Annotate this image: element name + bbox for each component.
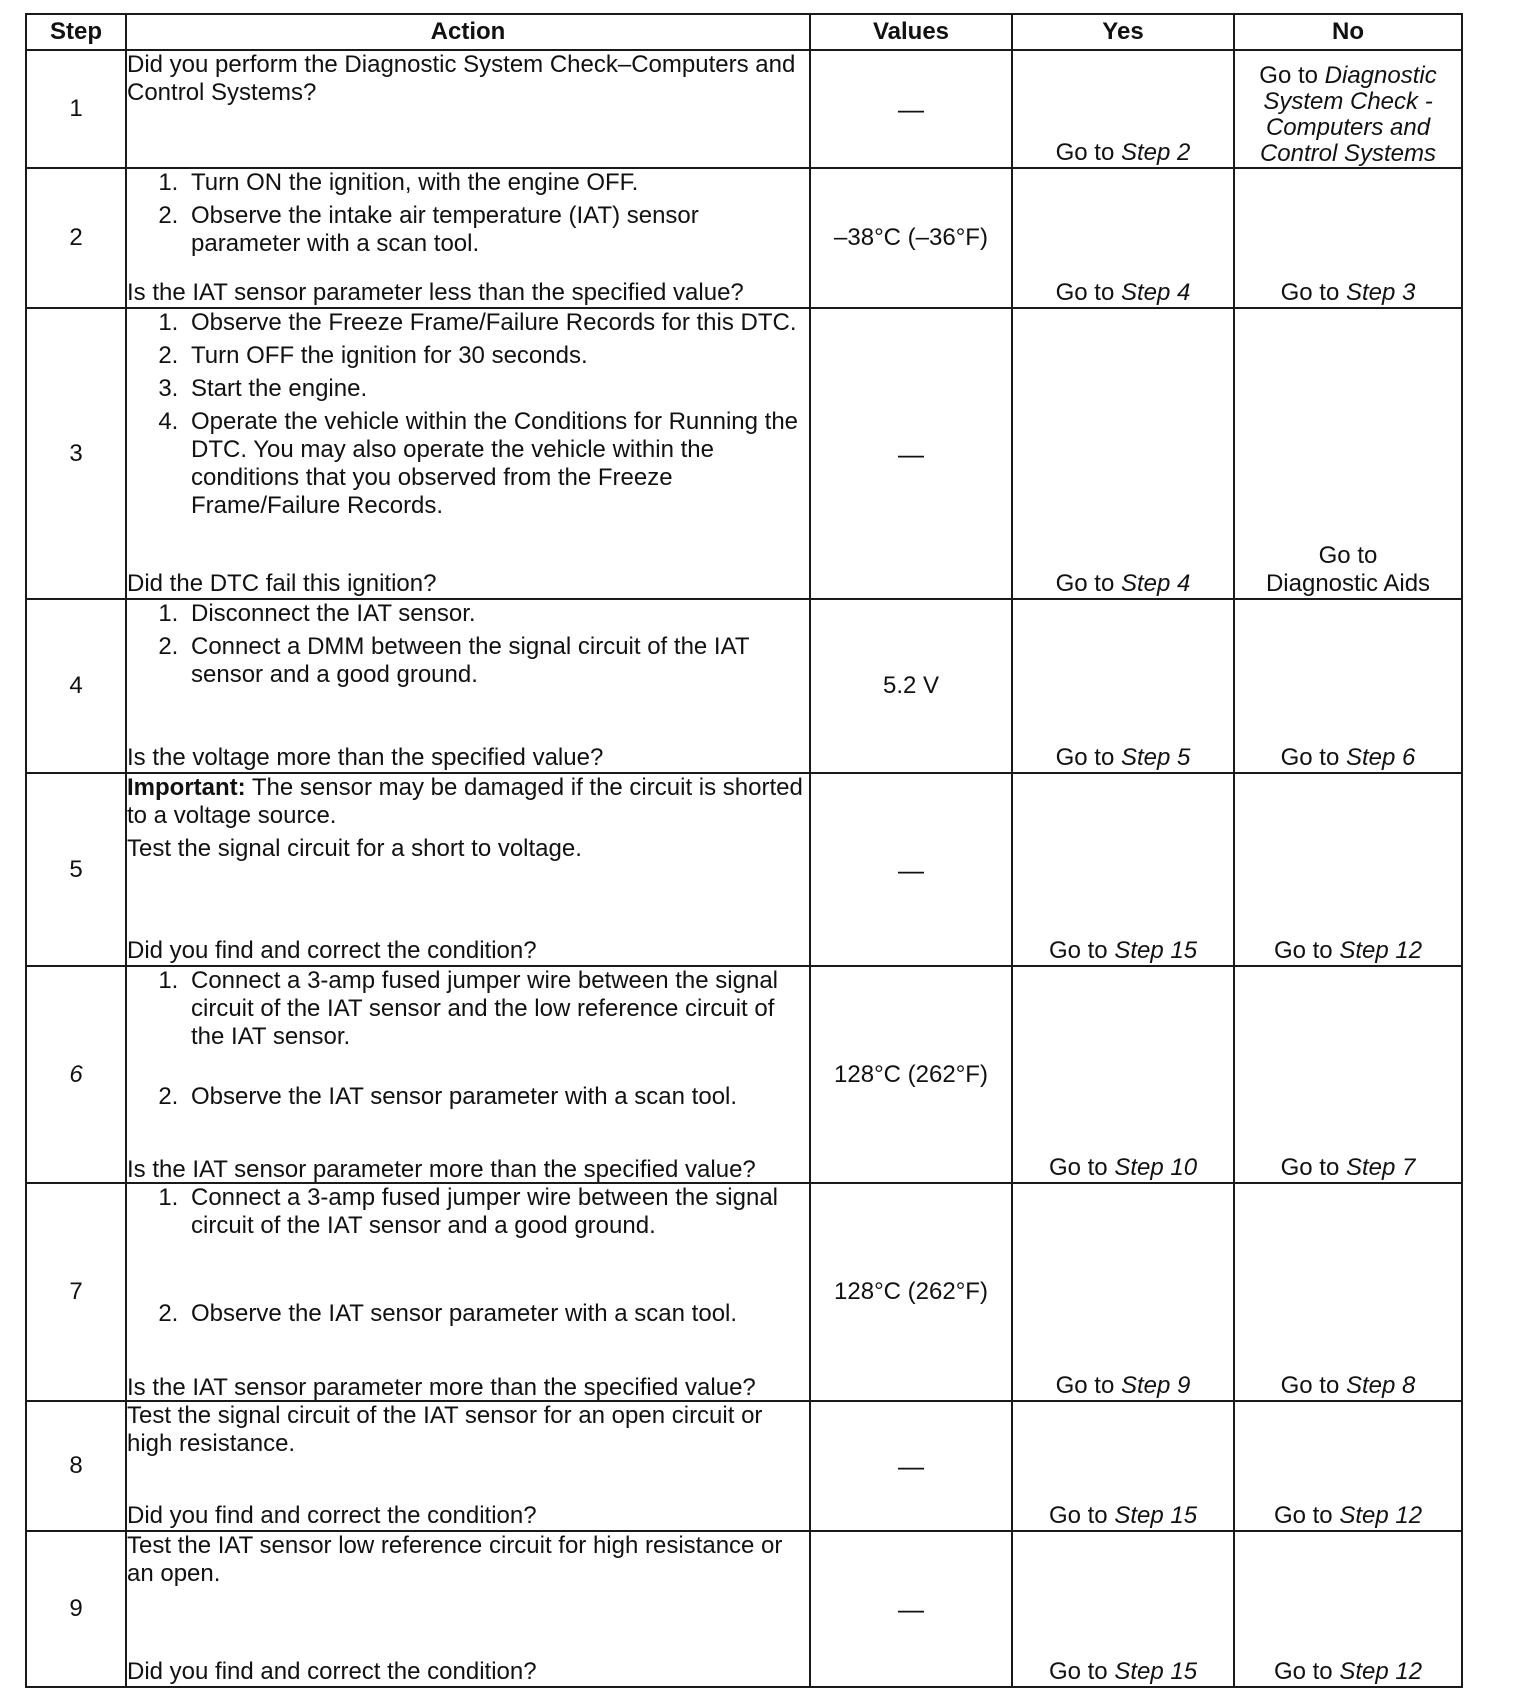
header-row xyxy=(26,14,1462,50)
yes-cell xyxy=(1012,773,1234,966)
step-number: 5 xyxy=(26,773,126,966)
header-yes: Yes xyxy=(1012,14,1234,50)
action-item: 3. Start the engine. xyxy=(185,375,809,403)
yes-cell xyxy=(1012,168,1234,308)
action-question: Did you find and correct the condition? xyxy=(127,1658,537,1685)
no-cell xyxy=(1234,308,1462,599)
no-link-diagnostic-aids[interactable]: Diagnostic Aids xyxy=(1265,570,1431,597)
step-number: 7 xyxy=(26,1183,126,1401)
header-action: Action xyxy=(126,14,810,50)
header-values: Values xyxy=(810,14,1012,50)
table-row xyxy=(26,168,1462,308)
action-cell xyxy=(126,773,810,966)
action-cell xyxy=(126,599,810,773)
action-cell xyxy=(126,168,810,308)
yes-cell xyxy=(1012,1183,1234,1401)
step-number: 4 xyxy=(26,599,126,773)
go-to-text: Go to xyxy=(1280,1154,1340,1181)
no-step-link[interactable]: Step 12 xyxy=(1339,937,1423,964)
action-item: 2. Turn OFF the ignition for 30 seconds. xyxy=(185,342,809,370)
yes-step-link[interactable]: Step 4 xyxy=(1120,279,1191,306)
yes-step-link[interactable]: Step 15 xyxy=(1114,937,1198,964)
go-to-text: Go to xyxy=(1259,62,1318,89)
table-row xyxy=(26,599,1462,773)
go-to-text: Go to xyxy=(1048,937,1108,964)
no-cell xyxy=(1234,1401,1462,1531)
action-item: 2. Observe the IAT sensor parameter with a scan tool. xyxy=(185,1083,809,1111)
yes-step-link[interactable]: Step 4 xyxy=(1120,570,1191,597)
no-link-line[interactable]: Computers and xyxy=(1265,114,1431,141)
action-text: Test the IAT sensor low reference circuit for high resistance or an open. xyxy=(127,1532,783,1587)
no-link-line[interactable]: Control Systems xyxy=(1259,140,1437,167)
action-question: Did you find and correct the condition? xyxy=(127,1502,537,1529)
go-to-text: Go to xyxy=(1055,139,1115,166)
value-cell: 128°C (262°F) xyxy=(810,1183,1012,1401)
yes-cell xyxy=(1012,1401,1234,1531)
yes-cell xyxy=(1012,50,1234,168)
table-row xyxy=(26,966,1462,1183)
action-question: Is the IAT sensor parameter more than the specified value? xyxy=(127,1156,756,1183)
no-step-link[interactable]: Step 3 xyxy=(1345,279,1416,306)
action-cell xyxy=(126,1183,810,1401)
no-step-link[interactable]: Step 6 xyxy=(1345,744,1416,771)
go-to-text: Go to xyxy=(1318,542,1378,569)
action-question: Is the voltage more than the specified value? xyxy=(127,744,604,771)
yes-cell xyxy=(1012,599,1234,773)
header-no: No xyxy=(1234,14,1462,50)
table-row xyxy=(26,773,1462,966)
no-step-link[interactable]: Step 12 xyxy=(1339,1658,1423,1685)
value-cell: 5.2 V xyxy=(810,599,1012,773)
step-number: 1 xyxy=(26,50,126,168)
action-question: Is the IAT sensor parameter more than the specified value? xyxy=(127,1374,756,1401)
yes-step-link[interactable]: Step 9 xyxy=(1120,1372,1191,1399)
go-to-text: Go to xyxy=(1280,744,1340,771)
action-cell xyxy=(126,966,810,1183)
action-cell xyxy=(126,50,810,168)
go-to-text: Go to xyxy=(1055,279,1115,306)
action-text: Test the signal circuit for a short to voltage. xyxy=(127,835,582,862)
diagnostic-table xyxy=(25,13,1463,1688)
step-number: 2 xyxy=(26,168,126,308)
action-cell xyxy=(126,1531,810,1687)
table-row xyxy=(26,50,1462,168)
yes-cell xyxy=(1012,1531,1234,1687)
action-question: Is the IAT sensor parameter less than the specified value? xyxy=(127,279,744,306)
go-to-text: Go to xyxy=(1055,570,1115,597)
step-number: 8 xyxy=(26,1401,126,1531)
yes-cell xyxy=(1012,966,1234,1183)
no-cell xyxy=(1234,168,1462,308)
action-cell xyxy=(126,1401,810,1531)
value-cell: — xyxy=(810,308,1012,599)
no-link-line[interactable]: System Check - xyxy=(1263,88,1433,115)
yes-step-link[interactable]: Step 15 xyxy=(1114,1502,1198,1529)
action-item: 2. Observe the IAT sensor parameter with a scan tool. xyxy=(185,1300,809,1328)
go-to-text: Go to xyxy=(1048,1502,1108,1529)
step-number: 6 xyxy=(26,966,126,1183)
yes-step-link[interactable]: Step 2 xyxy=(1120,139,1191,166)
go-to-text: Go to xyxy=(1280,279,1340,306)
no-cell xyxy=(1234,50,1462,168)
step-number: 9 xyxy=(26,1531,126,1687)
action-item: 1. Connect a 3-amp fused jumper wire between the signal circuit of the IAT sensor and a good ground. xyxy=(185,1184,809,1240)
action-text: Did you perform the Diagnostic System Check–Computers and Control Systems? xyxy=(127,51,796,106)
no-link-line[interactable]: Diagnostic xyxy=(1324,62,1437,89)
action-item: 1. Connect a 3-amp fused jumper wire between the signal circuit of the IAT sensor and the low reference circuit of the IAT sensor. xyxy=(185,967,809,1051)
table-row xyxy=(26,1531,1462,1687)
table-row xyxy=(26,308,1462,599)
action-item: 4. Operate the vehicle within the Conditions for Running the DTC. You may also operate the vehicle within the conditions that you observed from the Freeze Frame/Failure Records. xyxy=(185,408,809,520)
no-cell xyxy=(1234,1183,1462,1401)
value-cell: — xyxy=(810,1401,1012,1531)
go-to-text: Go to xyxy=(1273,937,1333,964)
important-note xyxy=(127,774,809,830)
no-cell xyxy=(1234,773,1462,966)
action-item: 1. Observe the Freeze Frame/Failure Records for this DTC. xyxy=(185,309,809,337)
header-step: Step xyxy=(26,14,126,50)
action-question: Did the DTC fail this ignition? xyxy=(127,570,437,597)
no-step-link[interactable]: Step 7 xyxy=(1345,1154,1416,1181)
no-cell xyxy=(1234,966,1462,1183)
table-row xyxy=(26,1401,1462,1531)
value-cell: 128°C (262°F) xyxy=(810,966,1012,1183)
no-step-link[interactable]: Step 8 xyxy=(1345,1372,1416,1399)
value-cell: — xyxy=(810,1531,1012,1687)
value-cell: — xyxy=(810,773,1012,966)
value-cell: — xyxy=(810,50,1012,168)
no-cell xyxy=(1234,1531,1462,1687)
action-item: 2. Observe the intake air temperature (IAT) sensor parameter with a scan tool. xyxy=(185,202,809,258)
action-item: 2. Connect a DMM between the signal circuit of the IAT sensor and a good ground. xyxy=(185,633,809,689)
important-text: The sensor may be damaged if the circuit is shorted to a voltage source. xyxy=(127,774,803,829)
action-item: 1. Turn ON the ignition, with the engine OFF. xyxy=(185,169,809,197)
go-to-text: Go to xyxy=(1055,1372,1115,1399)
yes-step-link[interactable]: Step 5 xyxy=(1120,744,1191,771)
table-row xyxy=(26,1183,1462,1401)
action-text: Test the signal circuit of the IAT sensor for an open circuit or high resistance. xyxy=(127,1402,763,1457)
go-to-text: Go to xyxy=(1273,1658,1333,1685)
go-to-text: Go to xyxy=(1280,1372,1340,1399)
important-label: Important: xyxy=(127,774,246,801)
action-question: Did you find and correct the condition? xyxy=(127,937,537,964)
go-to-text: Go to xyxy=(1048,1658,1108,1685)
yes-step-link[interactable]: Step 10 xyxy=(1114,1154,1198,1181)
action-cell xyxy=(126,308,810,599)
yes-cell xyxy=(1012,308,1234,599)
go-to-text: Go to xyxy=(1055,744,1115,771)
action-item: 1. Disconnect the IAT sensor. xyxy=(185,600,809,628)
no-cell xyxy=(1234,599,1462,773)
step-number: 3 xyxy=(26,308,126,599)
no-step-link[interactable]: Step 12 xyxy=(1339,1502,1423,1529)
yes-step-link[interactable]: Step 15 xyxy=(1114,1658,1198,1685)
go-to-text: Go to xyxy=(1273,1502,1333,1529)
value-cell: –38°C (–36°F) xyxy=(810,168,1012,308)
go-to-text: Go to xyxy=(1048,1154,1108,1181)
